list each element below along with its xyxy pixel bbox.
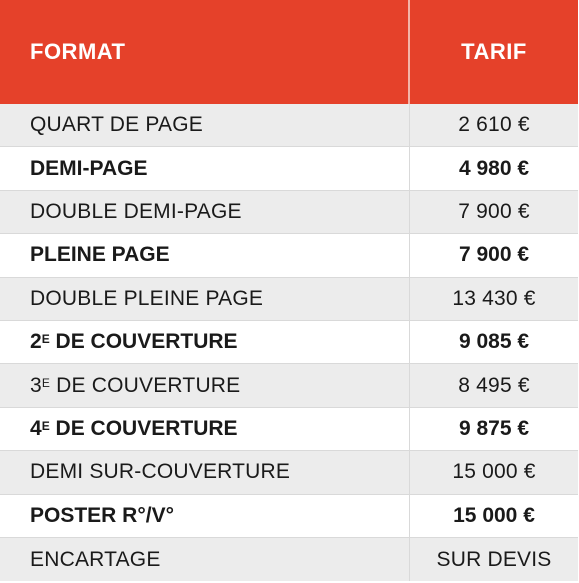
row-tarif: 9 085 € xyxy=(458,330,530,354)
row-tarif: 9 875 € xyxy=(458,416,530,440)
format-text: POSTER R°/V° xyxy=(30,503,174,527)
format-text: QUART DE PAGE xyxy=(30,113,203,137)
format-text: 3 xyxy=(30,373,42,397)
table-row xyxy=(0,408,578,451)
format-text: DOUBLE DEMI-PAGE xyxy=(30,199,242,223)
format-text-rest: DE COUVERTURE xyxy=(50,373,241,397)
format-text: 2 xyxy=(30,330,42,354)
table-row xyxy=(0,321,578,364)
table-row xyxy=(0,104,578,147)
table-row xyxy=(0,147,578,190)
row-format xyxy=(0,451,410,493)
format-text: 4 xyxy=(30,416,42,440)
row-tarif: 8 495 € xyxy=(458,373,530,397)
format-sup: E xyxy=(41,418,50,433)
row-tarif: 7 900 € xyxy=(458,199,530,223)
format-text: PLEINE PAGE xyxy=(30,243,170,267)
row-format xyxy=(0,495,410,537)
row-format xyxy=(0,321,410,363)
header-format: FORMAT xyxy=(0,0,410,104)
row-tarif: 4 980 € xyxy=(458,156,530,180)
format-text: DOUBLE PLEINE PAGE xyxy=(30,286,264,310)
table-row xyxy=(0,191,578,234)
row-format xyxy=(0,278,410,320)
table-header xyxy=(0,0,578,104)
row-format xyxy=(0,364,410,406)
table-row xyxy=(0,538,578,581)
row-tarif: SUR DEVIS xyxy=(436,547,552,571)
row-tarif: 2 610 € xyxy=(458,113,530,137)
row-format xyxy=(0,147,410,189)
format-text: ENCARTAGE xyxy=(30,547,161,571)
format-text-rest: DE COUVERTURE xyxy=(49,416,238,440)
table-row xyxy=(0,364,578,407)
format-sup: E xyxy=(41,332,50,347)
table-row xyxy=(0,278,578,321)
format-text: DEMI-PAGE xyxy=(30,156,148,180)
format-sup: E xyxy=(41,375,51,390)
row-format xyxy=(0,234,410,276)
table-row xyxy=(0,495,578,538)
row-tarif: 13 430 € xyxy=(452,286,536,310)
row-tarif: 7 900 € xyxy=(458,243,530,267)
row-format xyxy=(0,408,410,450)
format-text-rest: DE COUVERTURE xyxy=(49,330,238,354)
row-format xyxy=(0,191,410,233)
row-tarif: 15 000 € xyxy=(453,503,535,527)
row-format xyxy=(0,104,410,146)
row-format xyxy=(0,538,410,581)
table-row xyxy=(0,451,578,494)
header-tarif: TARIF xyxy=(461,39,527,64)
row-tarif: 15 000 € xyxy=(452,460,536,484)
format-text: DEMI SUR-COUVERTURE xyxy=(30,460,291,484)
table-row xyxy=(0,234,578,277)
